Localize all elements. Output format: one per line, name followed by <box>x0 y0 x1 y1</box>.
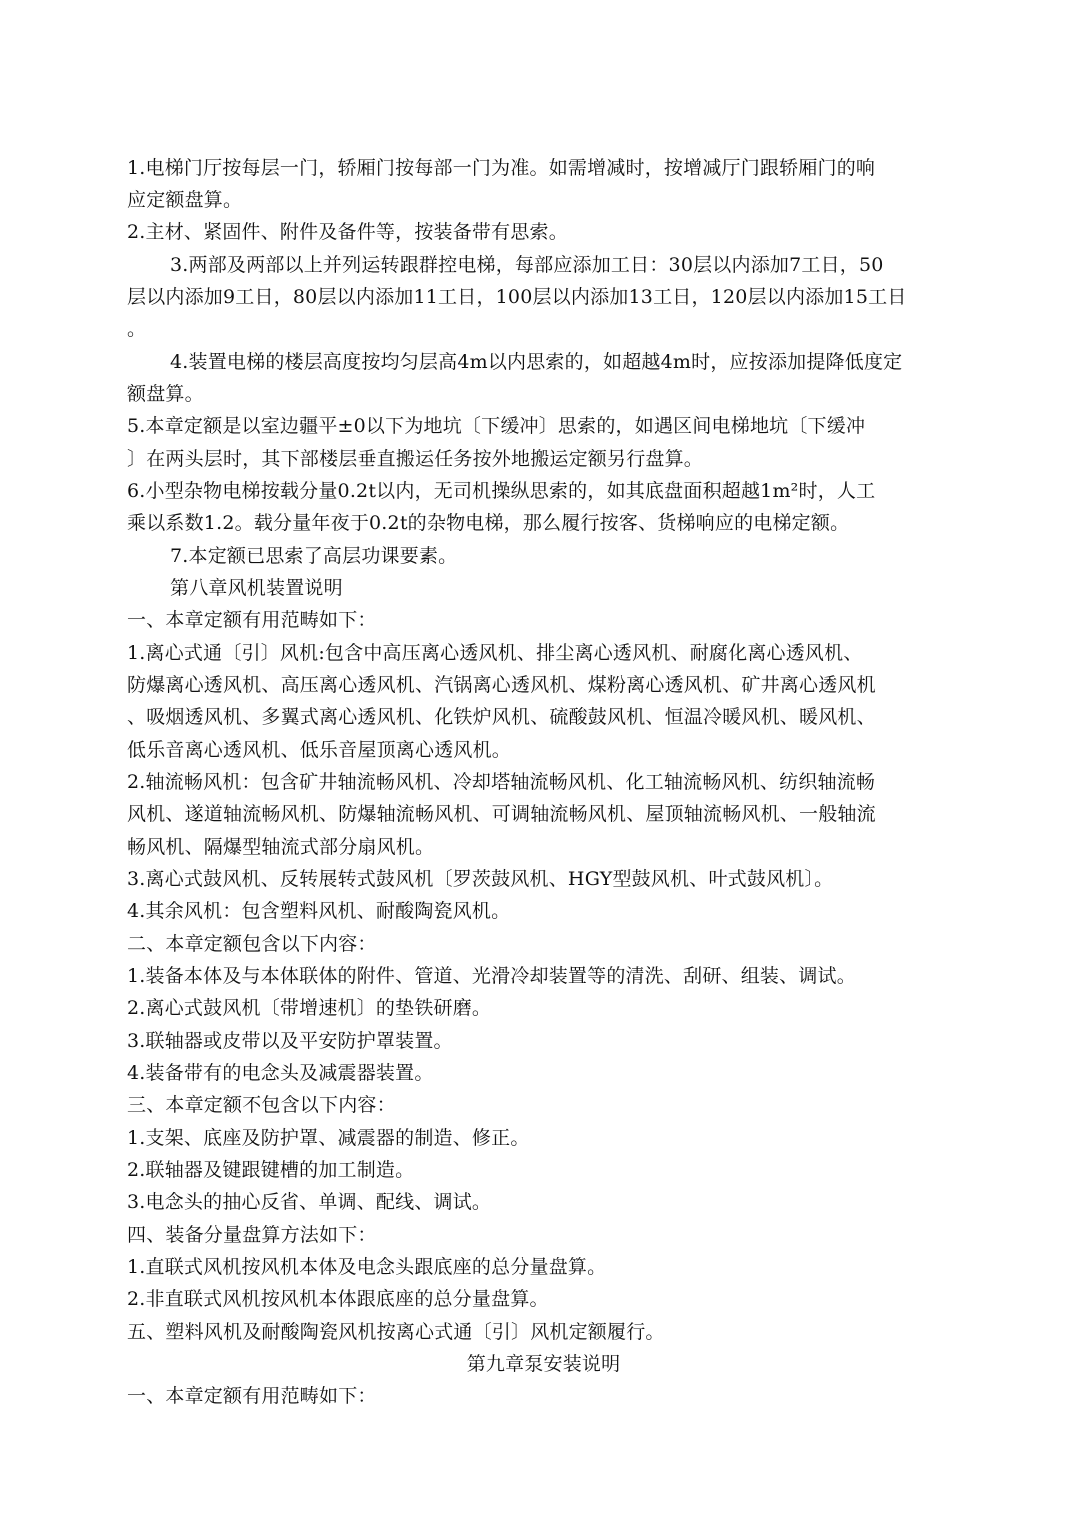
text-line: 。 <box>127 318 147 340</box>
text-line: 3.离心式鼓风机、反转展转式鼓风机〔罗茨鼓风机、HGY型鼓风机、叶式鼓风机〕。 <box>127 868 834 890</box>
text-line: 防爆离心透风机、高压离心透风机、汽锅离心透风机、煤粉离心透风机、矿井离心透风机 <box>127 674 876 696</box>
text-line: 、吸烟透风机、多翼式离心透风机、化铁炉风机、硫酸鼓风机、恒温冷暖风机、暖风机、 <box>127 706 876 728</box>
text-line: 额盘算。 <box>127 383 204 405</box>
text-line: 3.电念头的抽心反省、单调、配线、调试。 <box>127 1191 492 1213</box>
text-line: 2.主材、紧固件、附件及备件等，按装备带有思索。 <box>127 221 568 243</box>
text-line: 3.两部及两部以上并列运转跟群控电梯，每部应添加工日：30层以内添加7工日，50 <box>170 254 884 276</box>
text-line: 低乐音离心透风机、低乐音屋顶离心透风机。 <box>127 739 512 761</box>
text-line: 1.装备本体及与本体联体的附件、管道、光滑冷却装置等的清洗、刮研、组装、调试。 <box>127 965 856 987</box>
text-line: 应定额盘算。 <box>127 189 243 211</box>
text-line: 四、装备分量盘算方法如下： <box>127 1224 377 1246</box>
text-line: 一、本章定额有用范畴如下： <box>127 609 377 631</box>
text-line: 7.本定额已思索了高层功课要素。 <box>170 545 458 567</box>
text-line: 3.联轴器或皮带以及平安防护罩装置。 <box>127 1030 453 1052</box>
text-line: 2.离心式鼓风机〔带增速机〕的垫铁研磨。 <box>127 997 492 1019</box>
text-line: 1.离心式通〔引〕风机:包含中高压离心透风机、排尘离心透风机、耐腐化离心透风机、 <box>127 642 863 664</box>
text-line: 1.支架、底座及防护罩、减震器的制造、修正。 <box>127 1127 530 1149</box>
text-line: 二、本章定额包含以下内容： <box>127 933 377 955</box>
text-line: 1.电梯门厅按每层一门，轿厢门按每部一门为准。如需增减时，按增减厅门跟轿厢门的响 <box>127 157 876 179</box>
text-line: 6.小型杂物电梯按载分量0.2t以内，无司机操纵思索的，如其底盘面积超越1m²时，人工 <box>127 480 876 502</box>
text-line: 畅风机、隔爆型轴流式部分扇风机。 <box>127 836 435 858</box>
text-line: 1.直联式风机按风机本体及电念头跟底座的总分量盘算。 <box>127 1256 607 1278</box>
section-heading: 第八章风机装置说明 <box>170 577 343 599</box>
text-line: 五、塑料风机及耐酸陶瓷风机按离心式通〔引〕风机定额履行。 <box>127 1321 665 1343</box>
text-line: 2.非直联式风机按风机本体跟底座的总分量盘算。 <box>127 1288 549 1310</box>
text-line: 层以内添加9工日，80层以内添加11工日，100层以内添加13工日，120层以内添加15工日 <box>127 286 907 308</box>
text-line: 2.轴流畅风机：包含矿井轴流畅风机、冷却塔轴流畅风机、化工轴流畅风机、纺织轴流畅 <box>127 771 876 793</box>
text-line: 一、本章定额有用范畴如下： <box>127 1385 377 1407</box>
text-line: 4.其余风机：包含塑料风机、耐酸陶瓷风机。 <box>127 900 511 922</box>
text-line: 5.本章定额是以室边疆平±0以下为地坑〔下缓冲〕思索的，如遇区间电梯地坑〔下缓冲 <box>127 415 866 437</box>
text-line: 4.装备带有的电念头及减震器装置。 <box>127 1062 434 1084</box>
text-line: 三、本章定额不包含以下内容： <box>127 1094 396 1116</box>
text-line: 风机、遂道轴流畅风机、防爆轴流畅风机、可调轴流畅风机、屋顶轴流畅风机、一般轴流 <box>127 803 876 825</box>
text-line: 乘以系数1.2。载分量年夜于0.2t的杂物电梯，那么履行按客、货梯响应的电梯定额。 <box>127 512 850 534</box>
text-line: 2.联轴器及键跟键槽的加工制造。 <box>127 1159 415 1181</box>
text-line: 4.装置电梯的楼层高度按均匀层高4m以内思索的，如超越4m时，应按添加提降低度定 <box>170 351 903 373</box>
chapter-heading: 第九章泵安装说明 <box>466 1353 621 1375</box>
text-line: 〕在两头层时，其下部楼层垂直搬运任务按外地搬运定额另行盘算。 <box>127 448 704 470</box>
